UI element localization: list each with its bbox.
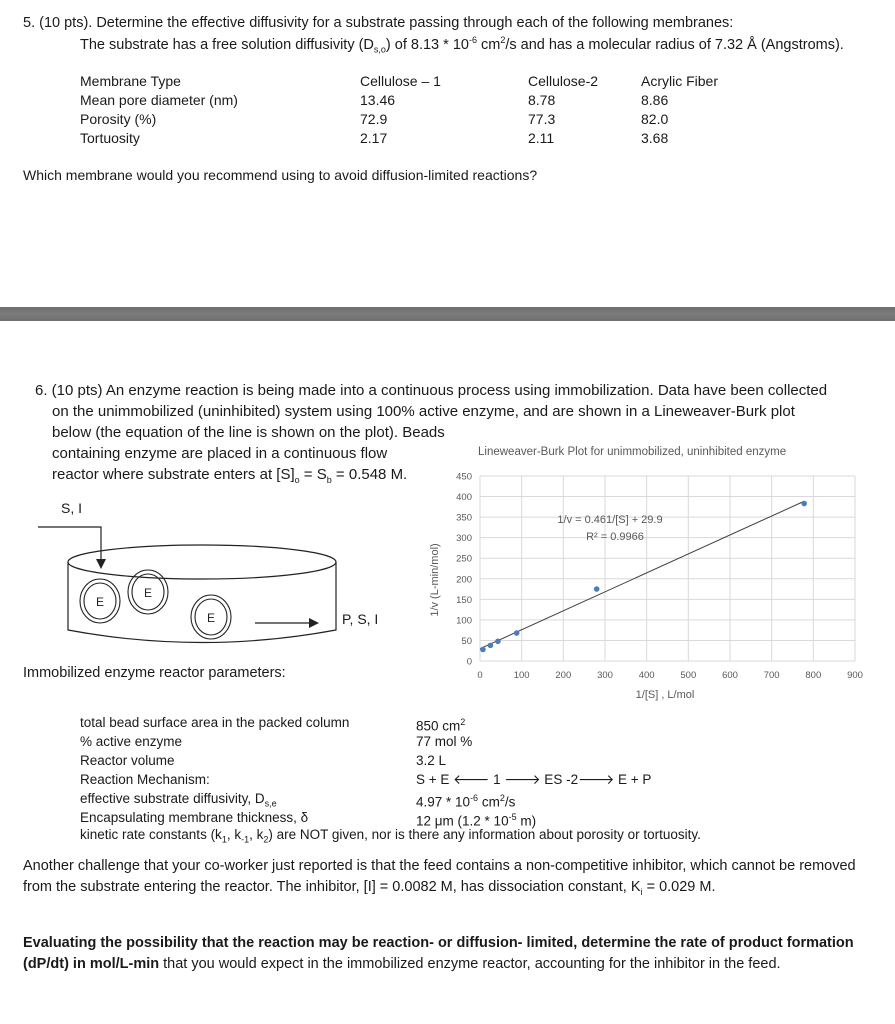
enzyme-bead bbox=[128, 570, 168, 614]
lineweaver-burk-chart bbox=[420, 462, 870, 712]
q5-question: Which membrane would you recommend using to avoid diffusion-limited reactions? bbox=[23, 167, 538, 183]
data-point bbox=[480, 647, 486, 653]
svg-text:150: 150 bbox=[456, 594, 472, 606]
svg-text:100: 100 bbox=[513, 670, 530, 681]
svg-text:600: 600 bbox=[722, 670, 738, 681]
svg-text:700: 700 bbox=[763, 670, 780, 681]
arrowhead-icon bbox=[309, 618, 319, 628]
inlet-label: S, I bbox=[61, 500, 83, 516]
svg-text:450: 450 bbox=[456, 471, 472, 483]
svg-text:200: 200 bbox=[456, 574, 472, 586]
svg-text:E: E bbox=[206, 611, 216, 625]
svg-text:900: 900 bbox=[847, 670, 863, 681]
params-heading: Immobilized enzyme reactor parameters: bbox=[23, 665, 286, 681]
svg-text:400: 400 bbox=[456, 492, 472, 504]
inhibitor-paragraph: Another challenge that your co-worker just reported is that the feed contains a non-competitive inhibitor, which cannot be removed from the substrate entering the reactor. The inhibitor, [I] = 0.0082 M, has dissociation constant, $K_i = 0.029$ M. bbox=[23, 858, 856, 897]
svg-text:E: E bbox=[143, 586, 153, 600]
data-point bbox=[488, 643, 494, 649]
data-point bbox=[514, 630, 520, 636]
section-divider bbox=[0, 307, 895, 321]
enzyme-bead bbox=[191, 595, 231, 639]
vessel-top bbox=[68, 545, 336, 579]
data-point bbox=[801, 501, 807, 507]
q5-substrate-info: The substrate has a free solution diffusivity $(D_{s,o})$ of $8.13 * 10^{-6}$ $cm^2/s$ and has a molecular radius of 7.32 Å (Angstroms). bbox=[80, 35, 844, 55]
y-axis-label: 1/v (L-min/mol) bbox=[429, 543, 441, 617]
kinetic-constants-note: kinetic rate constants ($k_1$, $k_{-1}$, $k_2$) are NOT given, nor is there any information about porosity or tortuosity. bbox=[80, 827, 701, 845]
svg-text:350: 350 bbox=[456, 512, 472, 524]
svg-text:200: 200 bbox=[555, 670, 572, 681]
data-point bbox=[495, 638, 501, 644]
svg-text:800: 800 bbox=[805, 670, 822, 681]
y-axis-ticks bbox=[456, 472, 472, 668]
x-axis-ticks bbox=[477, 670, 863, 681]
svg-text:300: 300 bbox=[456, 533, 472, 545]
svg-text:0: 0 bbox=[466, 656, 472, 668]
reactor-diagram bbox=[0, 490, 340, 660]
final-question: Evaluating the possibility that the reaction may be reaction- or diffusion- limited, determine the rate of product formation (dP/dt) in mol/L-min that you would expect in the immobilized enzyme reactor, accounting for the inhibitor in the feed. bbox=[23, 935, 854, 972]
x-axis-label: 1/[S] , L/mol bbox=[635, 689, 695, 701]
outlet-label: P, S, I bbox=[342, 611, 379, 627]
svg-text:0: 0 bbox=[477, 670, 483, 681]
svg-text:250: 250 bbox=[456, 553, 472, 565]
q6-intro: 6. (10 pts) An enzyme reaction is being made into a continuous process using immobilization. Data have been collected on the unimmobilized (uninhibited) system using 100% active enzyme, and are shown in a Lineweaver-Burk plot below (the equation of the line is shown on the plot). Beads containing enzyme are placed in a continuous flow reactor where substrate enters at $[S]_o = S_b = 0.548$ M. bbox=[35, 382, 828, 485]
chart-title: Lineweaver-Burk Plot for unimmobilized, uninhibited enzyme bbox=[478, 446, 787, 458]
svg-text:100: 100 bbox=[456, 615, 472, 627]
svg-text:500: 500 bbox=[680, 670, 697, 681]
trendline-equation: 1/v = 0.461/[S] + 29.9 bbox=[557, 514, 663, 526]
enzyme-bead bbox=[80, 579, 120, 623]
svg-text:E: E bbox=[95, 595, 105, 609]
svg-text:300: 300 bbox=[597, 670, 613, 681]
arrowhead-icon bbox=[96, 559, 106, 569]
svg-text:400: 400 bbox=[638, 670, 655, 681]
r-squared: R² = 0.9966 bbox=[586, 531, 644, 543]
inlet-arrow bbox=[38, 527, 101, 560]
data-point bbox=[594, 586, 600, 592]
svg-text:50: 50 bbox=[461, 635, 472, 647]
q5-title: 5. (10 pts). Determine the effective diffusivity for a substrate passing through each of the following membranes: bbox=[23, 15, 734, 31]
